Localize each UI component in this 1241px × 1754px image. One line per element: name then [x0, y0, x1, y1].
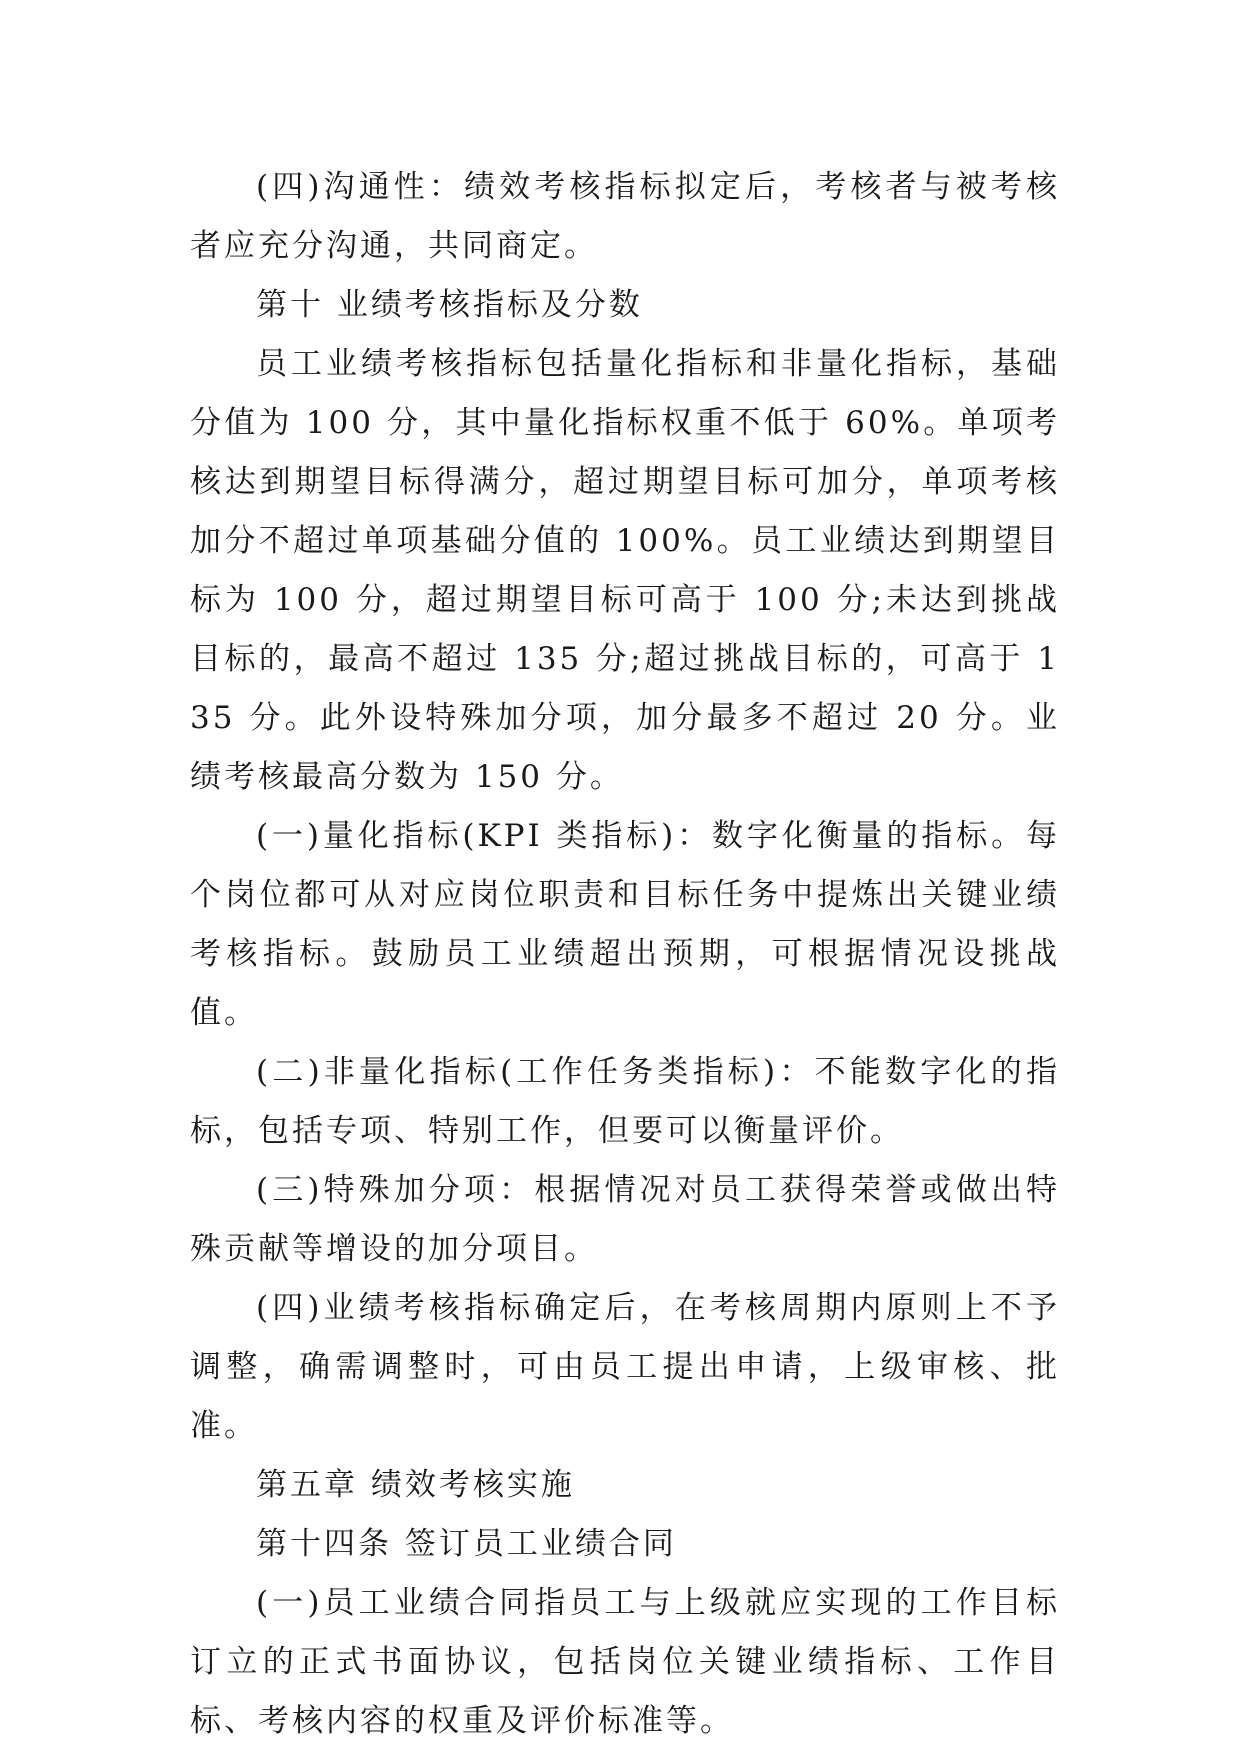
- paragraph-special-bonus: (三)特殊加分项：根据情况对员工获得荣誉或做出特殊贡献等增设的加分项目。: [190, 1172, 1060, 1267]
- article-heading-contract: 第十四条 签订员工业绩合同: [256, 1526, 677, 1562]
- paragraph-communication: (四)沟通性：绩效考核指标拟定后，考核者与被考核者应充分沟通，共同商定。: [190, 169, 1060, 264]
- paragraph-non-quantitative-indicators: (二)非量化指标(工作任务类指标)：不能数字化的指标，包括专项、特别工作，但要可以衡量评价。: [190, 1054, 1060, 1149]
- chapter-heading-implementation: 第五章 绩效考核实施: [256, 1467, 575, 1503]
- paragraph-quantitative-indicators: (一)量化指标(KPI 类指标)：数字化衡量的指标。每个岗位都可从对应岗位职责和目标任务中提炼出关键业绩考核指标。鼓励员工业绩超出预期，可根据情况设挑战值。: [190, 818, 1060, 1031]
- document-body: [190, 158, 1060, 1751]
- paragraph-score-rules: 员工业绩考核指标包括量化指标和非量化指标，基础分值为 100 分，其中量化指标权重不低于 60%。单项考核达到期望目标得满分，超过期望目标可加分，单项考核加分不超过单项基础分值的 100%。员工业绩达到期望目标为 100 分，超过期望目标可高于 100 分;未达到挑战目标的，最高不超过 135 分;超过挑战目标的，可高于 135 分。此外设特殊加分项，加分最多不超过 20 分。业绩考核最高分数为 150 分。: [190, 346, 1060, 795]
- paragraph-contract-definition: (一)员工业绩合同指员工与上级就应实现的工作目标订立的正式书面协议，包括岗位关键业绩指标、工作目标、考核内容的权重及评价标准等。: [190, 1585, 1060, 1739]
- paragraph-indicator-adjustment: (四)业绩考核指标确定后，在考核周期内原则上不予调整，确需调整时，可由员工提出申请，上级审核、批准。: [190, 1290, 1060, 1444]
- section-heading-indicators-scores: 第十 业绩考核指标及分数: [256, 287, 643, 323]
